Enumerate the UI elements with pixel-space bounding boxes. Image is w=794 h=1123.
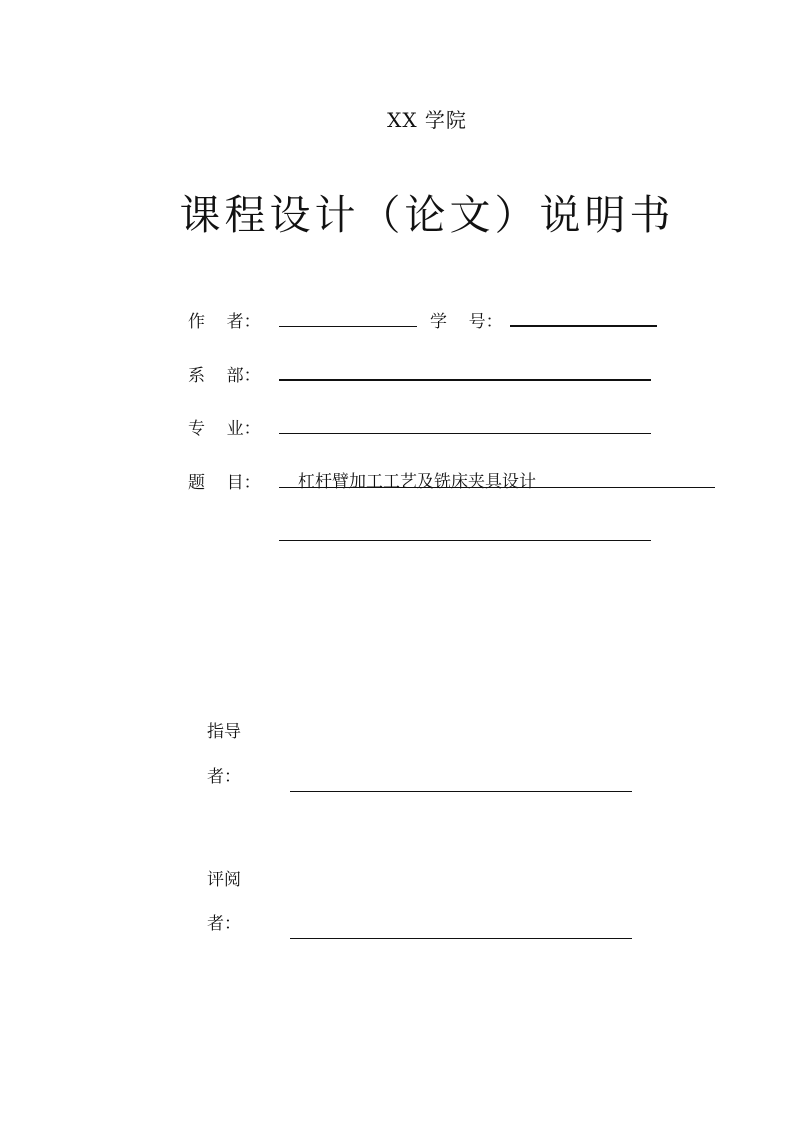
author-field-line [279, 326, 417, 327]
author-label: 作 者： [188, 312, 261, 332]
advisor-label-line2: 者： [207, 767, 241, 787]
reviewer-label-line1: 评阅 [207, 870, 241, 890]
department-field-line [279, 379, 651, 381]
topic-label: 题 目： [188, 473, 261, 493]
reviewer-label-line2: 者： [207, 914, 241, 934]
reviewer-signature-line [290, 938, 632, 939]
advisor-signature-line [290, 791, 632, 792]
school-name: XX 学院 [387, 108, 467, 132]
topic-value: 杠杆臂加工工艺及铣床夹具设计 [298, 472, 536, 492]
topic-field-line [279, 487, 715, 488]
major-label: 专 业： [188, 419, 261, 439]
student-id-field-line [510, 325, 657, 327]
advisor-label-line1: 指导 [207, 722, 241, 742]
topic-second-line [279, 540, 651, 541]
department-label: 系 部： [188, 366, 261, 386]
major-field-line [279, 433, 651, 434]
document-title: 课程设计（论文）说明书 [179, 191, 675, 239]
student-id-label: 学 号： [430, 312, 503, 332]
